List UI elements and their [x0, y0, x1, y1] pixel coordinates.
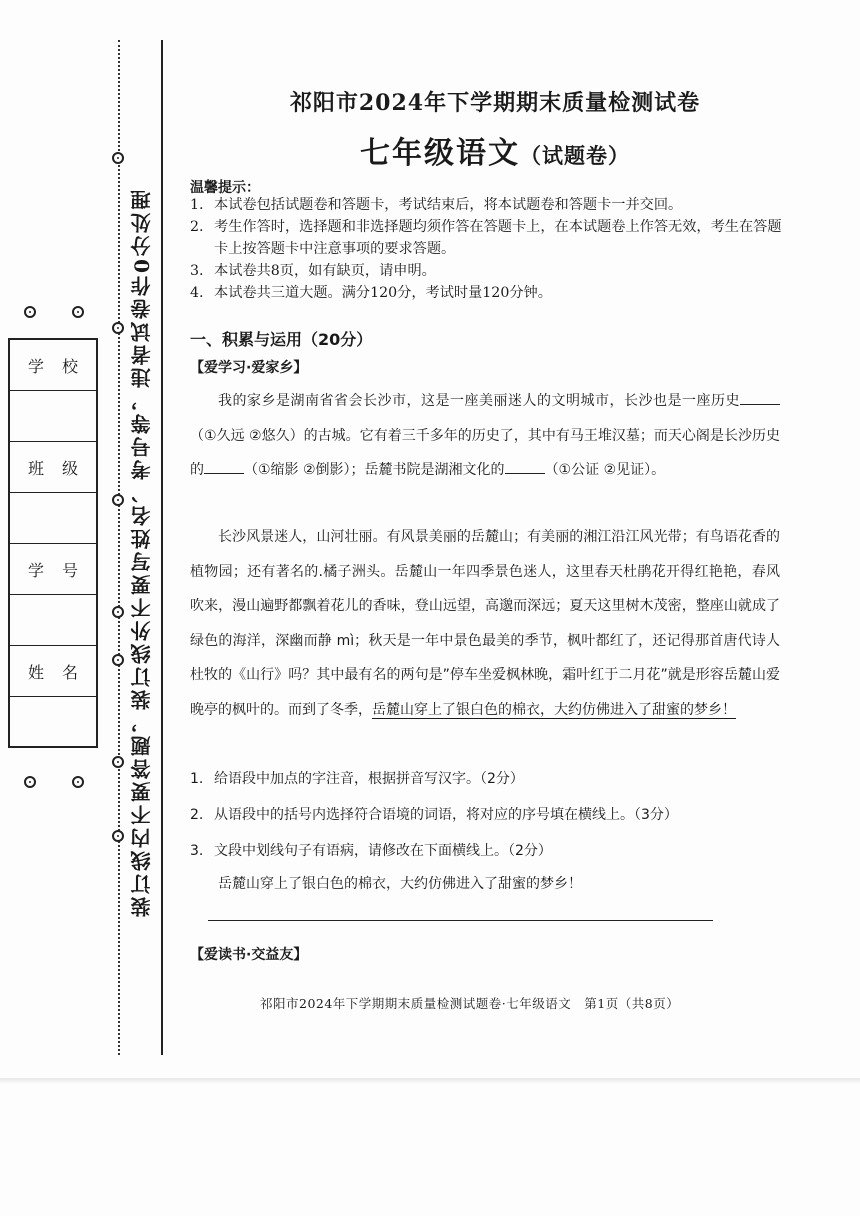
class-label: 班级	[10, 442, 96, 493]
fill-blank[interactable]	[204, 459, 244, 474]
part-b-heading: 【爱读书·交益友】	[190, 947, 308, 963]
name-label: 姓名	[10, 646, 96, 697]
notice-number: 1.	[190, 197, 204, 213]
underlined-sentence: 岳麓山穿上了银白色的棉衣，大约仿佛进入了甜蜜的梦乡！	[372, 701, 736, 718]
question-item	[190, 804, 678, 824]
notice-number: 4.	[190, 285, 204, 301]
binding-hole-icon	[112, 322, 124, 334]
notice-number: 3.	[190, 263, 204, 279]
student-number-label: 学号	[10, 544, 96, 595]
notice-text: 本试卷共三道大题。满分120分，考试时量120分钟。	[214, 285, 552, 301]
passage-text: （①久远 ②悠久）的古城。它有着三千多年的历史了，其中有马王堆汉墓；而天心阁是长沙历史的	[190, 427, 780, 478]
notice-text: 本试卷包括试题卷和答题卡，考试结束后，将本试题卷和答题卡一并交回。	[214, 197, 683, 213]
answer-line[interactable]	[208, 920, 713, 921]
binding-warning-text: 装订线内不要答题，装订线外不要写姓名、考号等，违者试卷作0分处理	[130, 187, 154, 917]
class-field[interactable]	[10, 493, 96, 544]
name-field[interactable]	[10, 697, 96, 748]
binding-hole-icon	[72, 776, 84, 788]
question-text: 从语段中的括号内选择符合语境的词语，将对应的序号填在横线上。（3分）	[214, 807, 678, 823]
notice-item	[190, 282, 790, 304]
notice-text: 本试卷共8页，如有缺页，请申明。	[214, 263, 436, 279]
binding-hole-icon	[112, 830, 124, 842]
passage-paragraph-1	[190, 384, 780, 488]
binding-hole-icon	[72, 306, 84, 318]
section-heading: 一、积累与运用（20分）	[190, 330, 373, 349]
passage-paragraph-2	[190, 520, 780, 727]
page-footer: 祁阳市2024年下学期期末质量检测试题卷·七年级语文 第1页（共8页）	[260, 996, 680, 1011]
page-edge	[0, 1078, 860, 1084]
question-number: 1.	[190, 771, 204, 787]
student-info-table	[8, 338, 98, 748]
passage-text: （①缩影 ②倒影）；岳麓书院是湖湘文化的	[244, 462, 505, 478]
fill-blank[interactable]	[505, 459, 545, 474]
binding-dotted-line	[118, 40, 120, 1055]
question-number: 2.	[190, 807, 204, 823]
binding-hole-icon	[112, 756, 124, 768]
binding-hole-icon	[24, 776, 36, 788]
binding-hole-icon	[24, 306, 36, 318]
passage-text: （①公证 ②见证）。	[544, 462, 666, 478]
question-item	[190, 768, 524, 788]
fill-blank[interactable]	[740, 390, 780, 405]
passage-text: 长沙风景迷人，山河壮丽。有风景美丽的岳麓山；有美丽的湘江沿江风光带；有鸟语花香的植物园；还有著名的.橘子洲头。岳麓山一年四季景色迷人，这里春天杜鹃花开得红艳艳，春风吹来，漫山遍野都飘着花儿的香味，登山远望，高邈而深远；夏天这里树木茂密，整座山就成了绿色的海洋，深幽而静 mì；秋天是一年中景色最美的季节，枫叶都红了，还记得那首唐代诗人杜牧的《山行》吗？其中最有名的两句是”停车坐爱枫林晚，霜叶红于二月花”就是形容岳麓山爱晚亭的枫叶的。而到了冬季，	[190, 529, 780, 718]
school-field[interactable]	[10, 391, 96, 442]
passage-text: 我的家乡是湖南省省会长沙市，这是一座美丽迷人的文明城市，长沙也是一座历史	[218, 393, 740, 409]
question-text: 给语段中加点的字注音，根据拼音写汉字。（2分）	[214, 771, 524, 787]
binding-hole-icon	[112, 654, 124, 666]
school-label: 学校	[10, 340, 96, 391]
subject-label: 七年级语文	[360, 136, 520, 171]
binding-hole-icon	[112, 152, 124, 164]
binding-hole-icon	[112, 606, 124, 618]
notice-number: 2.	[190, 219, 204, 235]
question-item	[190, 840, 552, 860]
binding-solid-line	[161, 40, 163, 1055]
notice-item	[190, 260, 790, 282]
binding-hole-icon	[112, 494, 124, 506]
notice-heading: 温馨提示：	[190, 180, 260, 196]
exam-title: 祁阳市2024年下学期期末质量检测试卷	[289, 90, 701, 116]
question-number: 3.	[190, 843, 204, 859]
paper-type-label: （试题卷）	[520, 143, 630, 168]
sentence-to-correct: 岳麓山穿上了银白色的棉衣，大约仿佛进入了甜蜜的梦乡！	[218, 876, 582, 892]
exam-subtitle	[190, 128, 800, 172]
notice-item	[190, 216, 790, 260]
question-text: 文段中划线句子有语病，请修改在下面横线上。（2分）	[214, 843, 552, 859]
notice-item	[190, 194, 790, 216]
notice-text: 考生作答时，选择题和非选择题均须作答在答题卡上，在本试题卷上作答无效，考生在答题卡上按答题卡中注意事项的要求答题。	[214, 219, 782, 257]
part-a-heading: 【爱学习·爱家乡】	[190, 360, 308, 376]
student-number-field[interactable]	[10, 595, 96, 646]
